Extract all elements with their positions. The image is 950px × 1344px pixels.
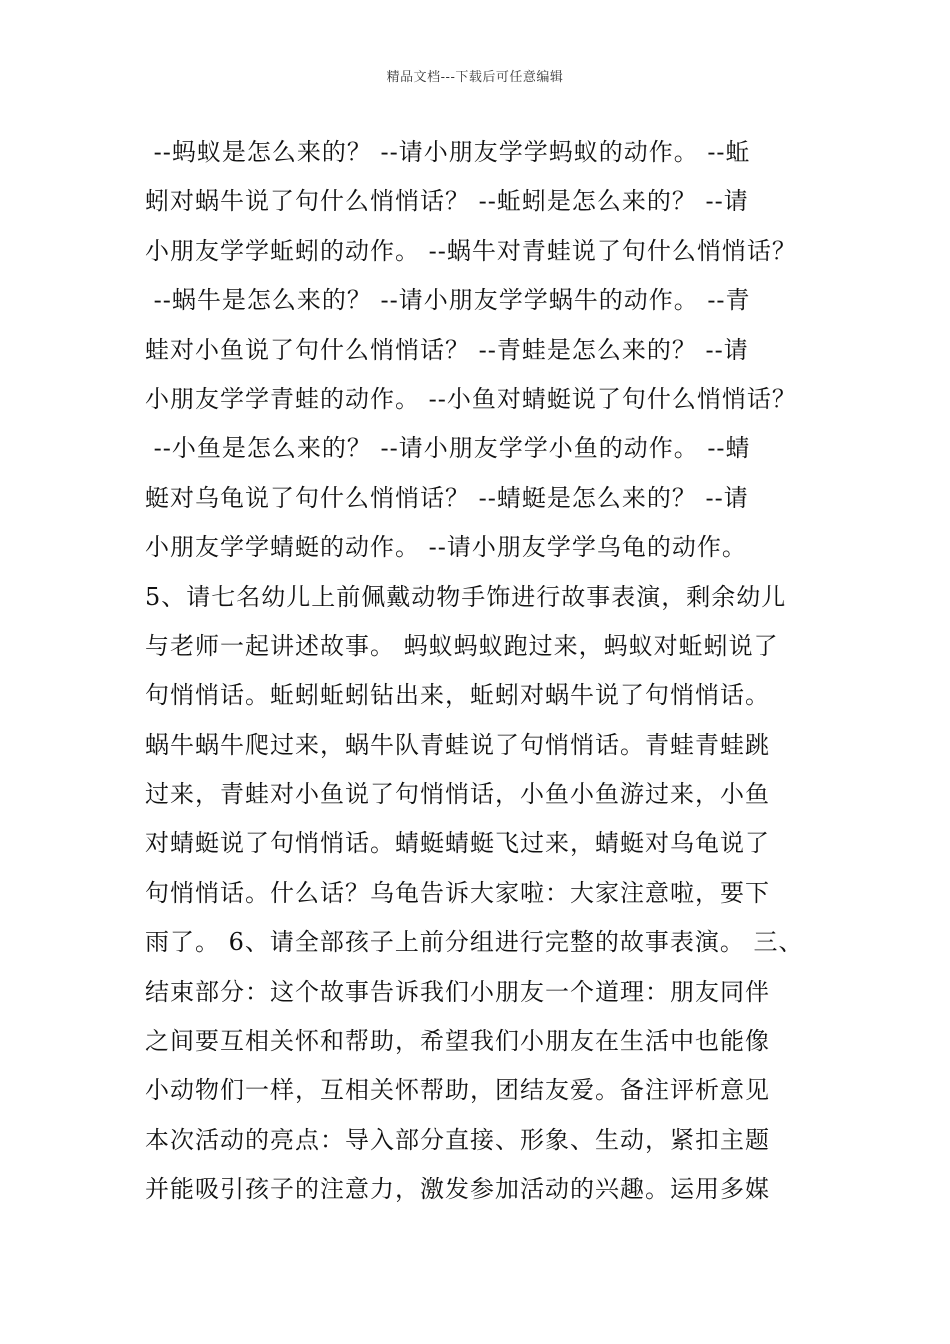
text-line: 本次活动的亮点：导入部分直接、形象、生动，紧扣主题 [145,1125,770,1154]
text-line: --小鱼是怎么来的？ --请小朋友学学小鱼的动作。 --蜻 [145,434,751,463]
text-line: 蚓对蜗牛说了句什么悄悄话？ --蚯蚓是怎么来的？ --请 [145,187,749,216]
text-line: --蚂蚁是怎么来的？ --请小朋友学学蚂蚁的动作。 --蚯 [145,138,751,166]
text-line: 小朋友学学蜻蜓的动作。 --请小朋友学学乌龟的动作。 [145,533,747,562]
text-line: 句悄悄话。蚯蚓蚯蚓钻出来，蚯蚓对蜗牛说了句悄悄话。 [145,681,770,710]
text-line: 小动物们一样，互相关怀帮助，团结友爱。备注评析意见 [145,1076,770,1105]
text-line: 与老师一起讲述故事。 蚂蚁蚂蚁跑过来，蚂蚁对蚯蚓说了 [145,631,779,660]
body-text [145,128,845,1215]
text-line: 结束部分：这个故事告诉我们小朋友一个道理：朋友同伴 [145,977,770,1006]
text-line: 句悄悄话。什么话？乌龟告诉大家啦：大家注意啦，要下 [145,878,770,907]
text-line: 之间要互相关怀和帮助，希望我们小朋友在生活中也能像 [145,1027,770,1056]
text-line: 小朋友学学青蛙的动作。 --小鱼对蜻蜓说了句什么悄悄话？ [145,384,797,413]
page-header: 精品文档---下载后可任意编辑 [386,70,564,85]
text-line: 对蜻蜓说了句悄悄话。蜻蜓蜻蜓飞过来，蜻蜓对乌龟说了 [145,829,770,858]
text-line: 5、请七名幼儿上前佩戴动物手饰进行故事表演，剩余幼儿 [145,582,787,611]
text-line: 小朋友学学蚯蚓的动作。 --蜗牛对青蛙说了句什么悄悄话？ [145,236,797,265]
text-line: 蜓对乌龟说了句什么悄悄话？ --蜻蜓是怎么来的？ --请 [145,483,749,512]
text-line: 蜗牛蜗牛爬过来，蜗牛队青蛙说了句悄悄话。青蛙青蛙跳 [145,730,770,759]
text-line: 过来，青蛙对小鱼说了句悄悄话，小鱼小鱼游过来，小鱼 [145,780,770,809]
text-line: --蜗牛是怎么来的？ --请小朋友学学蜗牛的动作。 --青 [145,286,751,315]
text-line: 蛙对小鱼说了句什么悄悄话？ --青蛙是怎么来的？ --请 [145,335,749,364]
text-line: 并能吸引孩子的注意力，激发参加活动的兴趣。运用多媒 [145,1175,770,1204]
text-line: 雨了。 6、请全部孩子上前分组进行完整的故事表演。 三、 [145,928,804,957]
